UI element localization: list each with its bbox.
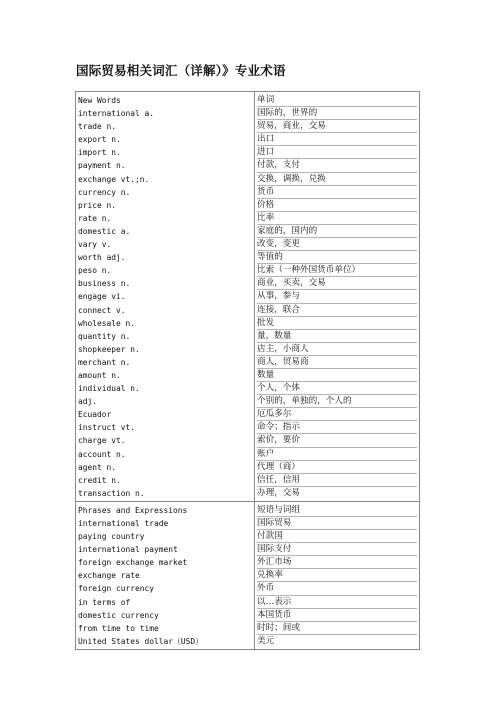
- table-row: [76, 92, 420, 502]
- term-english: trade n.: [78, 122, 117, 132]
- term-chinese: 索价，要价: [257, 434, 417, 447]
- term-english: currency n.: [78, 187, 131, 197]
- term-chinese: 本国货币: [257, 609, 417, 622]
- term-english: business n.: [78, 279, 131, 289]
- term-chinese: 从事，参与: [257, 290, 417, 303]
- term-chinese: 国际贸易: [257, 517, 417, 530]
- term-english: agent n.: [78, 462, 117, 472]
- term-english: international a.: [78, 109, 155, 119]
- term-english: paying country: [78, 532, 145, 542]
- term-chinese: 等值的: [257, 251, 417, 264]
- term-english: rate n.: [78, 213, 112, 223]
- term-chinese: 命令；指示: [257, 421, 417, 434]
- term-english: United States dollar（USD）: [78, 636, 204, 646]
- term-english: individual n.: [78, 384, 140, 394]
- term-chinese: 商业，买卖，交易: [257, 277, 417, 290]
- term-english: export n.: [78, 135, 121, 145]
- term-chinese: 个人，个体: [257, 382, 417, 395]
- term-english: wholesale n.: [78, 318, 136, 328]
- term-chinese: 价格: [257, 199, 417, 212]
- term-english: shopkeeper n.: [78, 344, 140, 354]
- term-english: international trade: [78, 519, 169, 528]
- term-chinese: 连接，联合: [257, 304, 417, 317]
- term-chinese: 时时；间或: [257, 622, 417, 635]
- term-chinese: 以…表示: [257, 596, 417, 609]
- term-chinese: 付款国: [257, 530, 417, 543]
- term-english: transaction n.: [78, 488, 145, 498]
- page-title: 国际贸易相关词汇（详解）》专业术语: [76, 63, 286, 78]
- term-english: worth adj.: [78, 253, 126, 263]
- term-chinese: 贸易，商业，交易: [257, 120, 417, 133]
- term-english: domestic a.: [78, 226, 131, 236]
- term-chinese: 外汇市场: [257, 556, 417, 569]
- term-english: international payment: [78, 545, 178, 555]
- chinese-column: [255, 92, 420, 502]
- term-english: payment n.: [78, 161, 126, 171]
- term-chinese: 比索（一种外国货币单位）: [257, 264, 417, 277]
- term-english: in terms of: [78, 597, 131, 607]
- term-chinese: 个别的，单独的，个人的: [257, 395, 417, 408]
- term-chinese: 国际的，世界的: [257, 107, 417, 120]
- chinese-column: [255, 501, 420, 649]
- section-heading-translation: 短语与词组: [257, 504, 417, 517]
- term-english: account n.: [78, 449, 126, 459]
- term-english: price n.: [78, 200, 117, 210]
- term-english: foreign currency: [78, 584, 155, 594]
- section-heading: New Words: [78, 96, 121, 105]
- term-english: Ecuador: [78, 410, 112, 420]
- section-heading-translation: 单词: [257, 94, 417, 107]
- term-chinese: 数量: [257, 369, 417, 382]
- term-english: quantity n.: [78, 331, 131, 341]
- term-english: vary v.: [78, 240, 112, 250]
- term-english: exchange rate: [78, 571, 140, 581]
- section-heading: Phrases and Expressions: [78, 505, 188, 515]
- english-column: [76, 92, 255, 502]
- term-english: import n.: [78, 148, 121, 158]
- term-chinese: 家庭的，国内的: [257, 225, 417, 238]
- term-chinese: 代理（商）: [257, 461, 417, 474]
- term-chinese: 进口: [257, 146, 417, 159]
- term-chinese: 信任，信用: [257, 474, 417, 487]
- term-english: peso n.: [78, 266, 112, 276]
- term-chinese: 批发: [257, 317, 417, 330]
- vocabulary-table: [75, 91, 420, 650]
- english-column: [76, 501, 255, 649]
- term-chinese: 出口: [257, 133, 417, 146]
- term-english: instruct vt.: [78, 423, 136, 433]
- table-row: [76, 501, 420, 649]
- term-english: foreign exchange market: [78, 558, 188, 568]
- term-english: amount n.: [78, 370, 121, 380]
- term-english: merchant n.: [78, 357, 131, 367]
- term-chinese: 账户: [257, 448, 417, 461]
- term-chinese: 付款，支付: [257, 159, 417, 172]
- term-chinese: 国际支付: [257, 543, 417, 556]
- term-english: engage vi.: [78, 292, 126, 302]
- term-english: adj.: [78, 397, 98, 407]
- term-chinese: 货币: [257, 186, 417, 199]
- term-english: credit n.: [78, 475, 121, 485]
- term-chinese: 兑换率: [257, 569, 417, 582]
- term-english: domestic currency: [78, 610, 159, 620]
- term-chinese: 外币: [257, 582, 417, 595]
- term-english: charge vt.: [78, 436, 126, 446]
- term-chinese: 办理，交易: [257, 487, 300, 498]
- term-english: exchange vt.;n.: [78, 174, 150, 184]
- term-chinese: 改变，变更: [257, 238, 417, 251]
- term-chinese: 交换，调换，兑换: [257, 173, 417, 186]
- term-english: from time to time: [78, 623, 159, 633]
- term-chinese: 厄瓜多尔: [257, 408, 417, 421]
- term-chinese: 店主，小商人: [257, 343, 417, 356]
- term-chinese: 美元: [257, 635, 275, 646]
- term-chinese: 量，数量: [257, 330, 417, 343]
- term-english: connect v.: [78, 305, 126, 315]
- term-chinese: 商人，贸易商: [257, 356, 417, 369]
- term-chinese: 比率: [257, 212, 417, 225]
